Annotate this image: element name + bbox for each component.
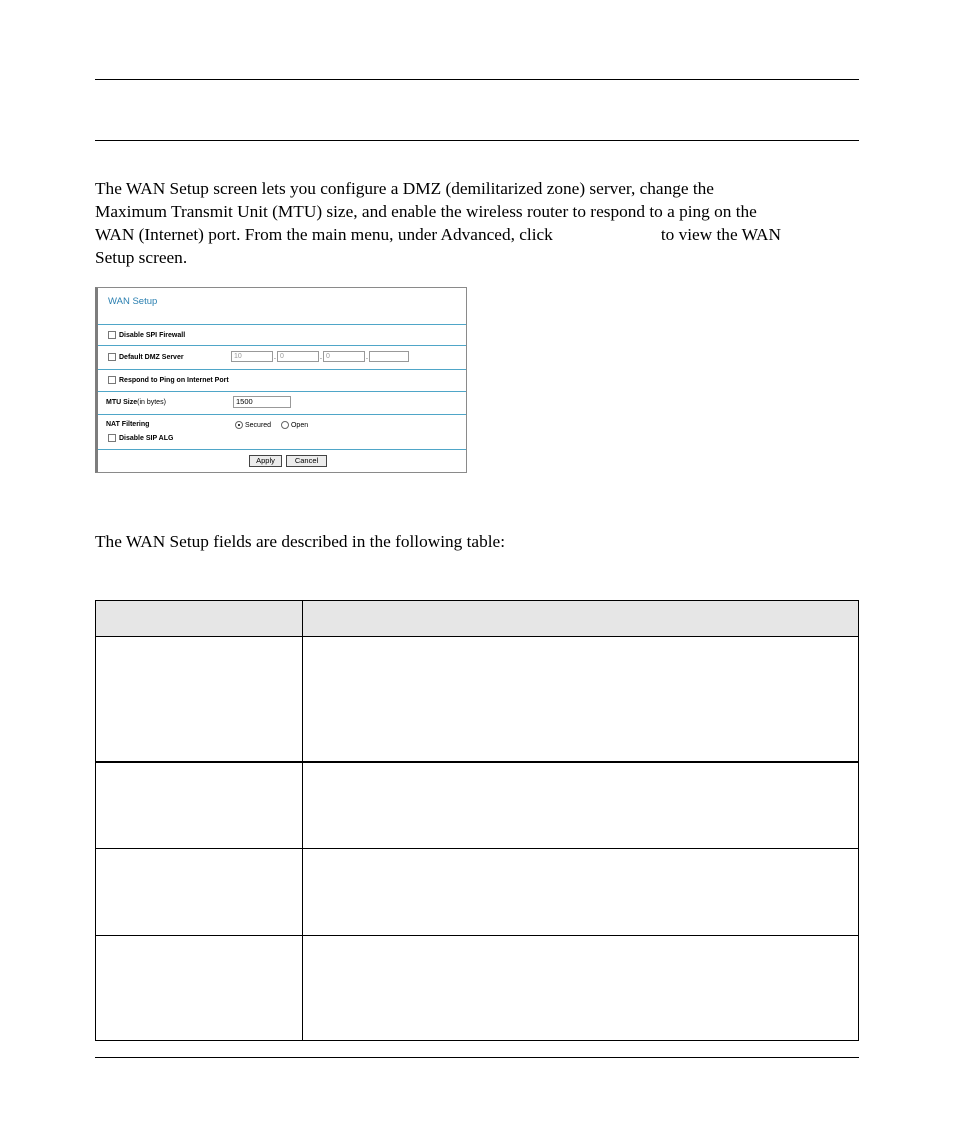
disable-sip-alg-row xyxy=(108,434,173,442)
disable-sip-alg-checkbox[interactable] xyxy=(108,434,116,442)
intro-line-3 xyxy=(95,223,859,246)
row-divider xyxy=(96,761,858,763)
mtu-size-input[interactable]: 1500 xyxy=(233,396,291,408)
default-dmz-server-row xyxy=(108,353,184,361)
header-rule-top xyxy=(95,79,859,80)
ip-dot: . xyxy=(366,354,368,361)
footer-rule xyxy=(95,1057,859,1058)
row-divider xyxy=(96,935,858,936)
nat-open-label: Open xyxy=(290,422,309,429)
respond-to-ping-row xyxy=(108,376,229,384)
intro-line-1: The WAN Setup screen lets you configure a DMZ (demilitarized zone) server, change the xyxy=(95,179,714,198)
dmz-ip-octet-1[interactable]: 10 xyxy=(231,351,273,362)
separator xyxy=(98,449,466,450)
disable-spi-firewall-row xyxy=(108,331,185,339)
table-header-row xyxy=(96,601,858,637)
wan-setup-screenshot xyxy=(95,287,467,473)
row-divider xyxy=(96,848,858,849)
nat-filtering-label: NAT Filtering xyxy=(106,421,150,428)
disable-spi-firewall-label: Disable SPI Firewall xyxy=(119,332,186,339)
nat-secured-radio[interactable] xyxy=(235,421,243,429)
wan-setup-title: WAN Setup xyxy=(108,296,158,307)
intro-line-4: Setup screen. xyxy=(95,248,188,267)
disable-spi-firewall-checkbox[interactable] xyxy=(108,331,116,339)
separator xyxy=(98,324,466,325)
intro-line-3-start: WAN (Internet) port. From the main menu, under Advanced, click xyxy=(95,225,553,244)
dmz-ip-octet-2[interactable]: 0 xyxy=(277,351,319,362)
default-dmz-server-label: Default DMZ Server xyxy=(119,354,184,361)
intro-line-2: Maximum Transmit Unit (MTU) size, and enable the wireless router to respond to a ping on the xyxy=(95,202,757,221)
nat-secured-label: Secured xyxy=(245,422,272,429)
dmz-ip-octet-4[interactable] xyxy=(369,351,409,362)
disable-sip-alg-label: Disable SIP ALG xyxy=(119,435,174,442)
separator xyxy=(98,391,466,392)
wan-setup-fields-table xyxy=(95,600,859,1041)
separator xyxy=(98,369,466,370)
mtu-size-unit: (in bytes) xyxy=(137,399,166,406)
separator xyxy=(98,414,466,415)
respond-to-ping-checkbox[interactable] xyxy=(108,376,116,384)
apply-button[interactable]: Apply xyxy=(249,455,282,467)
ip-dot: . xyxy=(274,354,276,361)
header-rule-bottom xyxy=(95,140,859,141)
column-divider xyxy=(302,601,303,1040)
default-dmz-server-checkbox[interactable] xyxy=(108,353,116,361)
intro-paragraph xyxy=(95,177,859,269)
intro-line-3-end: to view the WAN xyxy=(660,225,781,244)
nat-filtering-options xyxy=(235,421,308,429)
cancel-button[interactable]: Cancel xyxy=(286,455,327,467)
ip-dot: . xyxy=(320,354,322,361)
table-intro: The WAN Setup fields are described in the following table: xyxy=(95,532,505,551)
separator xyxy=(98,345,466,346)
respond-to-ping-label: Respond to Ping on Internet Port xyxy=(119,377,229,384)
dmz-ip-octet-3[interactable]: 0 xyxy=(323,351,365,362)
mtu-size-label: MTU Size xyxy=(106,399,138,406)
nat-open-radio[interactable] xyxy=(281,421,289,429)
mtu-size-row xyxy=(106,399,166,406)
